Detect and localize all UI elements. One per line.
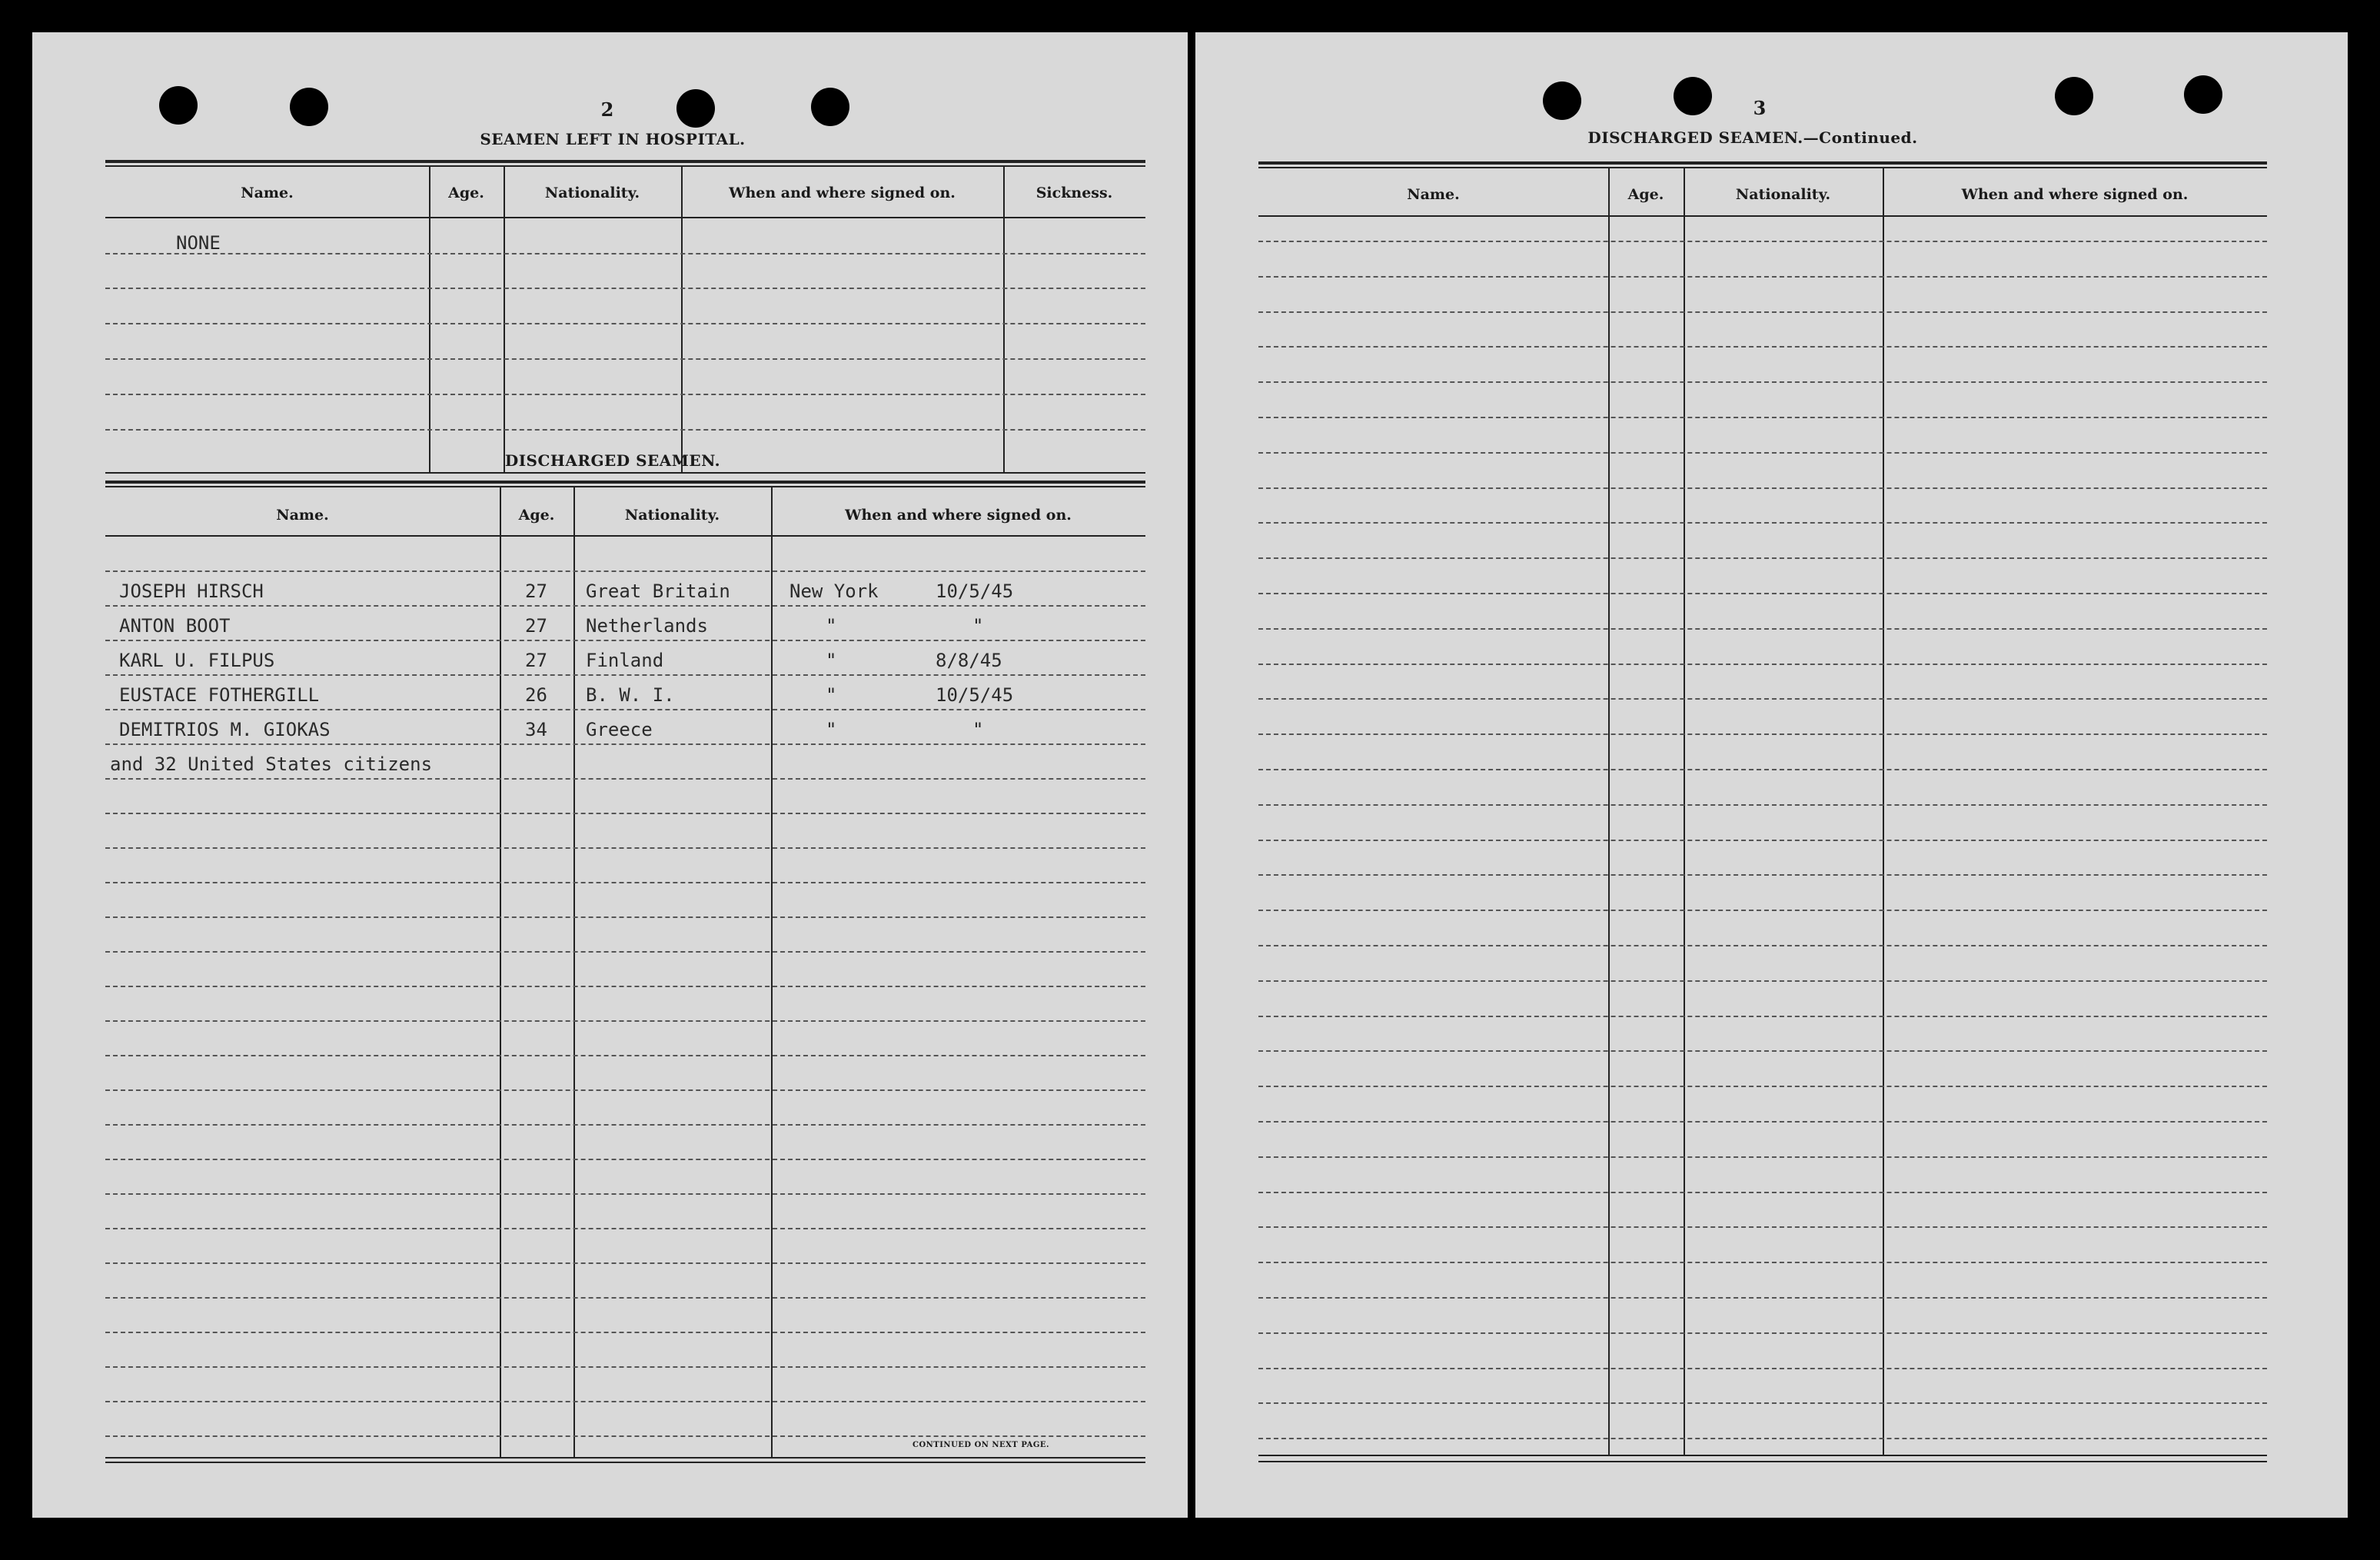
seaman-age: 27 — [525, 580, 547, 602]
rule-line — [1258, 487, 2267, 489]
discharged-table — [105, 481, 1145, 1472]
rule-line — [105, 847, 1145, 849]
signed-on-date: 8/8/45 — [936, 650, 1002, 671]
seaman-age: 27 — [525, 615, 547, 637]
rule-line — [105, 951, 1145, 953]
rule-line — [1258, 557, 2267, 559]
rule-line — [1258, 381, 2267, 383]
signed-on-date: " — [972, 615, 984, 637]
rule-line — [1258, 628, 2267, 630]
rule-line — [1258, 840, 2267, 841]
discharged-continued-table — [1258, 161, 2267, 1476]
rule-line — [1258, 311, 2267, 313]
signed-on-place: " — [826, 684, 837, 706]
rule-line — [1258, 522, 2267, 524]
seaman-name: ANTON BOOT — [119, 615, 231, 637]
rule-line — [1258, 417, 2267, 418]
rule-line — [105, 1020, 1145, 1022]
signed-on-place: New York — [789, 580, 879, 602]
punch-hole — [159, 86, 198, 125]
punch-hole — [1674, 77, 1712, 115]
rule-line — [1258, 1121, 2267, 1123]
rule-line — [1258, 1226, 2267, 1228]
seaman-name: JOSEPH HIRSCH — [119, 580, 264, 602]
signed-on-date: 10/5/45 — [936, 580, 1014, 602]
left-page — [32, 32, 1188, 1518]
page-number: 3 — [1753, 97, 1767, 119]
page-number: 2 — [600, 98, 614, 121]
punch-hole — [811, 88, 849, 126]
rule-line — [1258, 452, 2267, 454]
rule-line — [105, 1366, 1145, 1368]
hospital-col-nationality: Nationality. — [544, 185, 640, 201]
seaman-age: 26 — [525, 684, 547, 706]
hospital-col-age: Age. — [448, 185, 484, 201]
rule-line — [1258, 241, 2267, 242]
hospital-col-name: Name. — [241, 185, 294, 201]
hospital-entry: NONE — [176, 232, 221, 254]
rule-line — [1258, 1368, 2267, 1369]
continued-col-name: Name. — [1407, 186, 1460, 203]
seaman-nationality: Great Britain — [586, 580, 730, 602]
rule-line — [1258, 276, 2267, 278]
rule-line — [105, 1297, 1145, 1299]
rule-line — [105, 1228, 1145, 1229]
rule-line — [105, 570, 1145, 572]
signed-on-place: " — [826, 719, 837, 740]
seaman-nationality: Netherlands — [586, 615, 708, 637]
continued-col-signed-on: When and where signed on. — [1961, 186, 2189, 203]
seaman-nationality: Finland — [586, 650, 664, 671]
seaman-age: 27 — [525, 650, 547, 671]
rule-line — [105, 1089, 1145, 1091]
rule-line — [105, 674, 1145, 676]
rule-line — [105, 1262, 1145, 1264]
rule-line — [1258, 1332, 2267, 1334]
rule-line — [105, 1401, 1145, 1402]
rule-line — [1258, 1016, 2267, 1017]
rule-line — [105, 605, 1145, 607]
rule-line — [1258, 1402, 2267, 1404]
citizens-note: and 32 United States citizens — [110, 753, 433, 775]
rule-line — [1258, 698, 2267, 700]
seaman-age: 34 — [525, 719, 547, 740]
rule-line — [105, 916, 1145, 918]
hospital-section-title: SEAMEN LEFT IN HOSPITAL. — [480, 130, 746, 148]
rule-line — [105, 882, 1145, 883]
seaman-nationality: Greece — [586, 719, 653, 740]
continued-col-nationality: Nationality. — [1735, 186, 1831, 203]
rule-line — [1258, 733, 2267, 735]
rule-line — [105, 778, 1145, 780]
hospital-col-sickness: Sickness. — [1035, 185, 1113, 201]
rule-line — [1258, 1050, 2267, 1052]
right-page — [1195, 32, 2348, 1518]
rule-line — [105, 1055, 1145, 1056]
rule-line — [1258, 1192, 2267, 1193]
punch-hole — [290, 88, 328, 126]
discharged-continued-title: DISCHARGED SEAMEN.—Continued. — [1587, 128, 1918, 147]
discharged-col-signed-on: When and where signed on. — [845, 507, 1072, 524]
rule-line — [105, 813, 1145, 814]
signed-on-place: " — [826, 650, 837, 671]
rule-line — [105, 1332, 1145, 1333]
rule-line — [1258, 1156, 2267, 1158]
rule-line — [1258, 910, 2267, 911]
seaman-nationality: B. W. I. — [586, 684, 675, 706]
rule-line — [1258, 1297, 2267, 1299]
rule-line — [105, 1435, 1145, 1437]
punch-hole — [2184, 75, 2222, 114]
rule-line — [1258, 874, 2267, 876]
discharged-col-nationality: Nationality. — [624, 507, 720, 524]
rule-line — [1258, 804, 2267, 806]
signed-on-date: " — [972, 719, 984, 740]
rule-line — [1258, 593, 2267, 594]
rule-line — [1258, 1262, 2267, 1263]
seaman-name: EUSTACE FOTHERGILL — [119, 684, 320, 706]
seaman-name: KARL U. FILPUS — [119, 650, 275, 671]
rule-line — [1258, 945, 2267, 946]
hospital-col-signed-on: When and where signed on. — [729, 185, 956, 201]
rule-line — [1258, 769, 2267, 770]
rule-line — [105, 1193, 1145, 1195]
rule-line — [1258, 664, 2267, 665]
rule-line — [105, 640, 1145, 641]
rule-line — [105, 986, 1145, 987]
rule-line — [105, 1124, 1145, 1126]
rule-line — [1258, 1438, 2267, 1439]
continued-col-age: Age. — [1627, 186, 1664, 203]
discharged-section-title: DISCHARGED SEAMEN. — [504, 451, 721, 470]
continued-note: CONTINUED ON NEXT PAGE. — [912, 1441, 1050, 1449]
rule-line — [1258, 1086, 2267, 1087]
punch-hole — [2055, 77, 2093, 115]
seaman-name: DEMITRIOS M. GIOKAS — [119, 719, 331, 740]
rule-line — [105, 1159, 1145, 1160]
signed-on-place: " — [826, 615, 837, 637]
punch-hole — [1543, 81, 1581, 120]
rule-line — [1258, 346, 2267, 348]
discharged-col-age: Age. — [518, 507, 555, 524]
signed-on-date: 10/5/45 — [936, 684, 1014, 706]
discharged-col-name: Name. — [276, 507, 329, 524]
rule-line — [105, 709, 1145, 710]
rule-line — [105, 743, 1145, 745]
rule-line — [1258, 980, 2267, 982]
punch-hole — [676, 89, 715, 128]
hospital-table — [105, 160, 1145, 483]
